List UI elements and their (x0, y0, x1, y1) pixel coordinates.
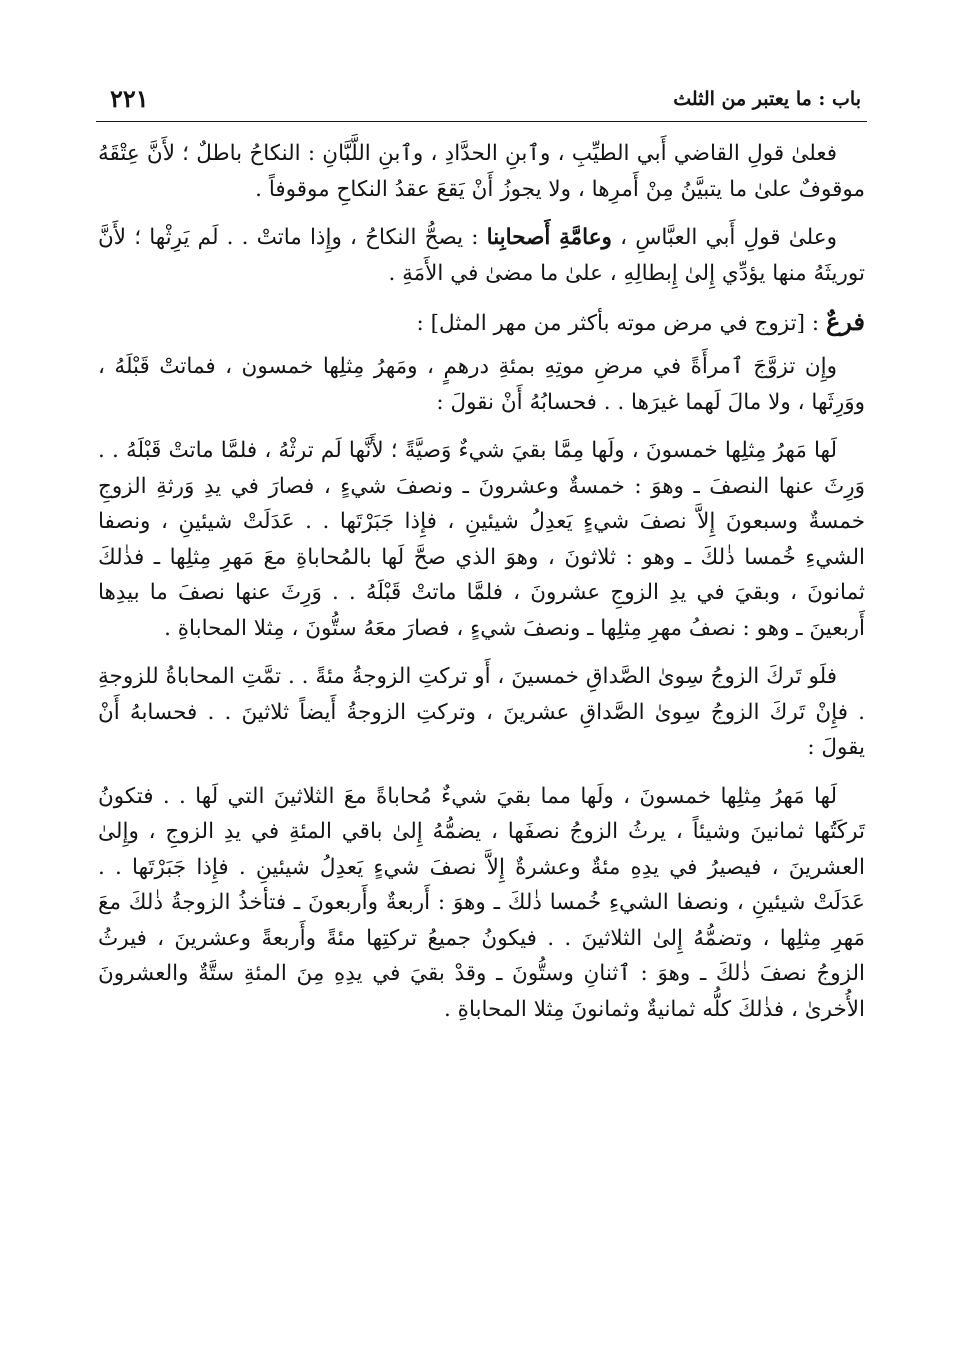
paragraph-4: لَها مَهرُ مِثلِها خمسونَ ، ولَها مِمَّا بقيَ شيءٌ وَصيَّةً ؛ لأَنَّها لَم ترثْهُ ، فلمَّا ماتتْ قَبْلَهُ . . وَرِثَ عنها النصفَ ـ وهوَ : خمسةٌ وعشرونَ ـ ونصفَ شيءٍ ، فصارَ في يدِ وَرثةِ الزوجِ خمسةٌ وسبعونَ إِلاَّ نصفَ شيءٍ يَعدِلُ شيئينِ ، فإِذا جَبَرْتَها . . عَدَلَتْ شيئينِ ، ونصفا الشيءِ خُمسا ذٰلكَ ـ وهو : ثلاثونَ ، وهوَ الذي صحَّ لَها بالمُحاباةِ معَ مَهرِ مِثلِها ـ فذٰلكَ ثمانونَ ، وبقيَ في يدِ الزوجِ عشرونَ ، فلمَّا ماتتْ قَبْلَهُ . . وَرِثَ عنها نصفَ ما بيدِها أَربعينَ ـ وهو : نصفُ مهرِ مِثلِها ـ ونصفَ شيءٍ ، فصارَ معَهُ ستُّونَ ، مِثلا المحاباةِ . (98, 438, 865, 641)
branch-label: فرعٌ (825, 307, 865, 336)
branch-title: : [تزوج في مرض موته بأكثر من مهر المثل] : (416, 311, 826, 336)
paragraph-3: وإِن تزوَّجَ ٱمرأَةً في مرضِ موتِهِ بمئةِ درهمٍ ، ومَهرُ مِثلِها خمسون ، فماتتْ قَبْلَهُ ، ووَرِثَها ، ولا مالَ لَهما غيرَها . . فحسابُهُ أَنْ نقولَ : (98, 354, 865, 415)
paragraph-2-emphasis: وعامَّةِ أَصحابِنا (486, 225, 612, 250)
paragraph-2 (98, 220, 865, 291)
header-rule (96, 121, 867, 122)
page-header (96, 82, 867, 118)
page-body (98, 136, 865, 1040)
paragraph-1: فعلىٰ قولِ القاضي أَبي الطيِّبِ ، وٱبنِ الحدَّادِ ، وٱبنِ اللَّبَّانِ : النكاحُ باطلٌ ؛ لأَنَّ عِتْقَهُ موقوفٌ علىٰ ما يتبيَّنُ مِنْ أَمرِها ، ولا يجوزُ أَنْ يَقعَ عقدُ النكاحِ موقوفاً . (98, 141, 865, 202)
paragraph-2-start: وعلىٰ قولِ أَبي العبَّاسِ ، (611, 225, 837, 250)
branch-heading (98, 304, 865, 341)
paragraph-2-end: : يصحُّ النكاحُ ، وإِذا ماتتْ . . لَم يَرِثْها ؛ لأَنَّ توريثَهُ منها يؤدِّي إِلىٰ إِبطالِهِ ، علىٰ ما مضىٰ في الأَمَةِ . (98, 225, 865, 286)
running-title: باب : ما يعتبر من الثلث (673, 88, 861, 110)
paragraph-5: فلَو تَركَ الزوجُ سِوىٰ الصَّداقِ خمسينَ ، أَو تركتِ الزوجةُ مئةً . . تمَّتِ المحاباةُ للزوجةِ . فإِنْ تَركَ الزوجُ سِوىٰ الصَّداقِ عشرينَ ، وتركتِ الزوجةُ أَيضاً ثلاثينَ . . فحسابهُ أَنْ يقولَ : (98, 664, 865, 760)
paragraph-6: لَها مَهرُ مِثلِها خمسونَ ، ولَها مما بقيَ شيءٌ مُحاباةً معَ الثلاثينَ التي لَها . . فتكونُ تَركَتُها ثمانينَ وشيئاً ، يرثُ الزوجُ نصفَها ، يضمُّهُ إِلىٰ باقي المئةِ في يدِ الزوجِ ، وإِلىٰ العشرينَ ، فيصيرُ في يدِهِ مئةٌ وعشرةٌ إِلاَّ نصفَ شيءٍ يَعدِلُ شيئينِ . فإِذا جَبَرْتَها . . عَدَلَتْ شيئينِ ، ونصفا الشيءِ خُمسا ذٰلكَ ـ وهوَ : أَربعةٌ وأَربعونَ ـ فتأخذُ الزوجةُ ذٰلكَ معَ مَهرِ مِثلِها ، وتضمُّهُ إِلىٰ الثلاثينَ . . فيكونُ جميعُ تركتِها مئةً وأَربعةً وعشرينَ ، فيرثُ الزوجُ نصفَ ذٰلكَ ـ وهوَ : ٱثنانِ وستُّونَ ـ وقدْ بقيَ في يدِهِ مِنَ المئةِ ستَّةٌ والعشرونَ الأُخرىٰ ، فذٰلكَ كلُّه ثمانيةٌ وثمانونَ مِثلا المحاباةِ . (98, 783, 865, 1022)
page-number: ٢٢١ (110, 84, 149, 113)
